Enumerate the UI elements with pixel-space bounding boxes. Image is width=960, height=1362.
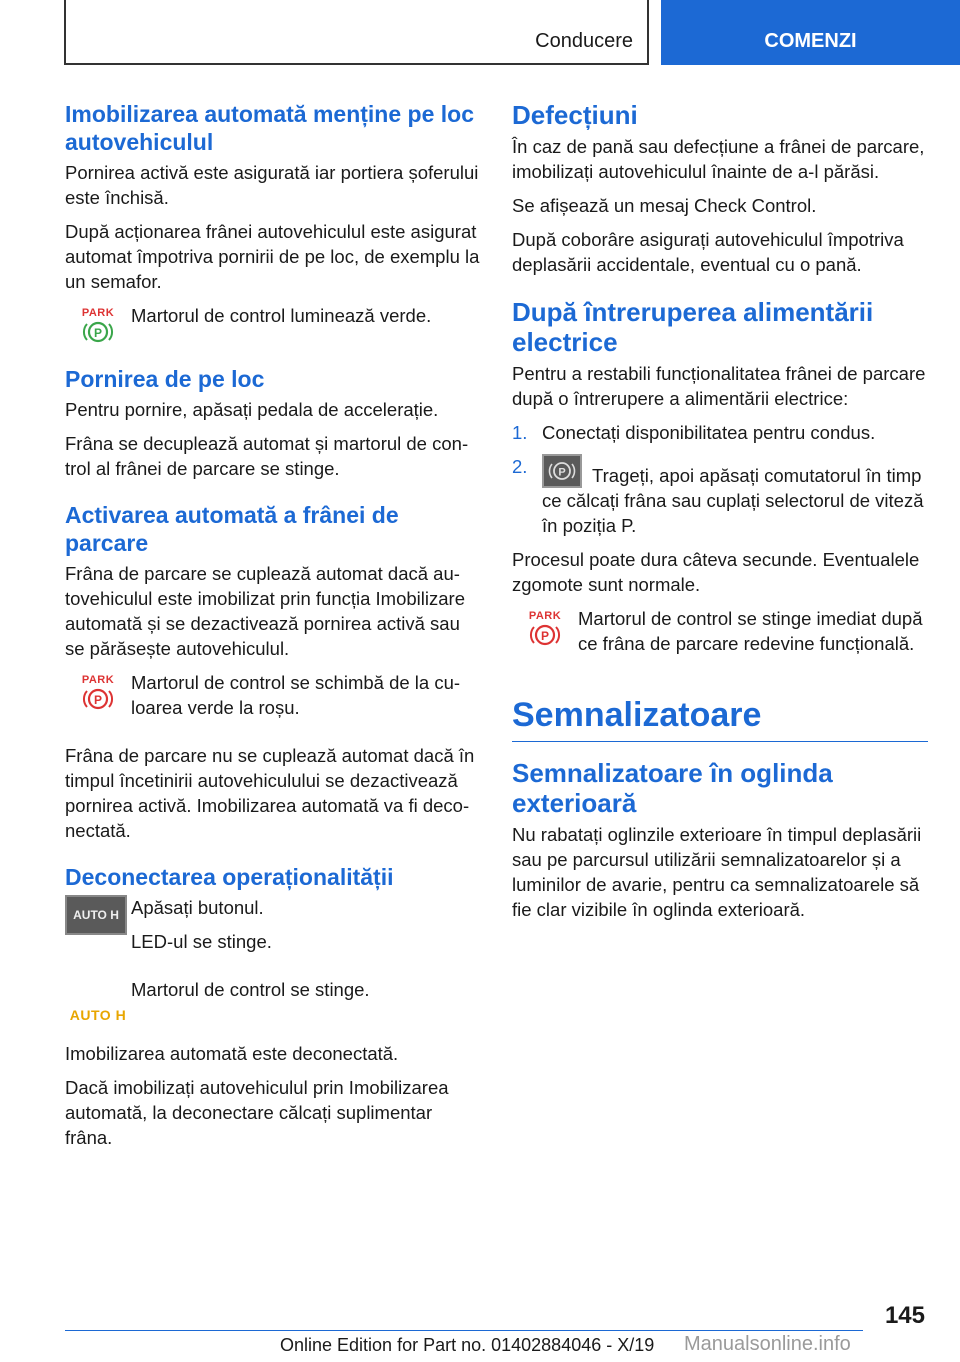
paragraph: Nu rabatați oglinzile exterioare în timpul deplasării sau pe parcursul utilizării semnalizatoarelor și a luminilor de avarie, pentru ca semnalizatoarele să fie clar vizibile în oglinda exterioară. [512,824,922,920]
page-number: 145 [884,1302,925,1329]
auto-h-indicator-icon: AUTO H [69,1007,127,1023]
heading-deactivate: Deconectarea operaționalității [65,864,394,890]
indicator-icon-cell [65,303,131,345]
paragraph: După acționarea frânei autovehiculul este asigurat automat împotriva pornirii de pe loc, de exemplu la un semafor. [65,221,480,292]
indicator-text: Martorul de control se stinge imediat după ce frâna de parcare redevine funcțională. [578,608,923,654]
instruction-text: LED-ul se stinge. [131,931,272,952]
paragraph: Imobilizarea automată este deconectată. [65,1043,399,1064]
parking-brake-switch-icon [542,454,582,488]
step-number: 1. [512,422,528,443]
paragraph: Frâna se decuplează automat și martorul de control al frânei de parcare se stinge. [65,433,469,479]
indicator-text: Martorul de control se schimbă de la culoarea verde la roșu. [131,672,461,718]
indicator-row [65,977,480,1023]
indicator-icon-cell [65,670,131,712]
heading-power-interruption: După întreruperea alimentării electrice [512,297,874,357]
park-brake-red-icon: PARK P [528,610,562,643]
heading-mirror-indicators: Semnalizatoare în oglinda exterioară [512,758,833,818]
paragraph: Frâna de parcare nu se cuplează automat dacă în timpul încetinirii autovehiculului se dezactivează pornirea activă. Imobilizarea automată va fi deconectată. [65,745,475,841]
indicator-row [512,606,928,665]
indicator-row [65,670,480,729]
watermark: Manualsonline.info [684,1333,851,1355]
steps-list [512,420,928,538]
indicator-icon-cell [512,606,578,648]
indicator-icon-cell [65,977,131,1023]
step-text: Trageți, apoi apăsați comutatorul în timp ce călcați frâna sau cuplați selectorul de viteză în poziția P. [542,465,924,536]
svg-text:P: P [540,629,550,643]
paragraph: Pentru a restabili funcționalitatea frânei de parcare după o întrerupere a alimentării electrice: [512,363,926,409]
paragraph: Dacă imobilizați autovehiculul prin Imobilizarea automată, la deconectare călcați suplimentar frâna. [65,1077,449,1148]
heading-drive-off: Pornirea de pe loc [65,366,265,392]
footer-divider [65,1330,863,1331]
footer-edition: Online Edition for Part no. 01402884046 - X/19 [280,1335,655,1355]
left-column [65,100,480,1159]
svg-text:P: P [93,693,103,707]
paragraph: Se afișează un mesaj Check Control. [512,195,817,216]
paragraph: Pentru pornire, apăsați pedala de accelerație. [65,399,439,420]
indicator-text: Martorul de control se stinge. [131,979,370,1000]
paragraph: În caz de pană sau defecțiune a frânei de parcare, imobilizați autovehiculul înainte de a-l părăsi. [512,136,925,182]
heading-malfunctions: Defecțiuni [512,100,638,130]
header-chapter-title: COMENZI [764,30,857,52]
paragraph: După coborâre asigurați autovehiculul împotriva deplasării accidentale, eventual cu o pană. [512,229,904,275]
step-text: Conectați disponibilitatea pentru condus. [542,422,876,443]
button-row [65,895,480,963]
header-chapter-tab [661,0,960,65]
paragraph: Procesul poate dura câteva secunde. Eventualele zgomote sunt normale. [512,549,920,595]
instruction-text: Apăsați butonul. [131,897,264,918]
button-icon-cell [65,895,131,935]
svg-text:P: P [93,326,103,340]
header-section-box [64,0,649,65]
indicator-text: Martorul de control luminează verde. [131,305,432,326]
heading-auto-hold: Imobilizarea automată menține pe loc autovehiculul [65,101,474,155]
step-number: 2. [512,456,528,477]
svg-text:P: P [558,466,566,479]
indicator-row [65,303,480,345]
list-item [512,420,928,445]
park-brake-green-icon: PARK P [81,307,115,340]
heading-auto-park-brake: Activarea automată a frânei de parcare [65,502,399,556]
list-item [512,454,928,538]
auto-h-button-icon: AUTO H [65,895,127,935]
right-column [512,100,928,931]
header-section-title: Conducere [535,30,633,52]
park-brake-red-icon: PARK P [81,674,115,707]
paragraph: Pornirea activă este asigurată iar portiera șoferului este închisă. [65,162,479,208]
chapter-title: Semnalizatoare [512,695,928,742]
paragraph: Frâna de parcare se cuplează automat dacă autovehiculul este imobilizat prin funcția Imobilizare automată și se dezactivează pornirea activă sau se părăsește autovehiculul. [65,563,465,659]
